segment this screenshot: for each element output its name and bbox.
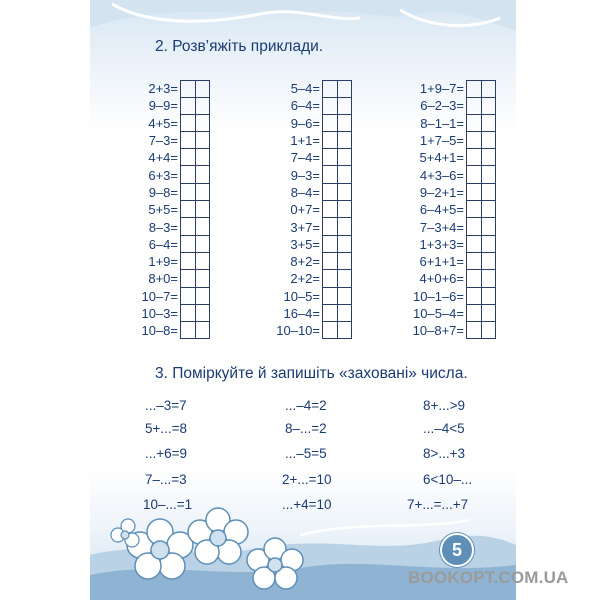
- answer-cells: [322, 166, 352, 183]
- exercise-row: [398, 184, 496, 201]
- answer-cell[interactable]: [322, 166, 338, 183]
- exercise-expression: 4+4=: [148, 150, 178, 166]
- answer-cell[interactable]: [180, 305, 196, 322]
- answer-cell[interactable]: [322, 201, 338, 218]
- answer-cell[interactable]: [322, 253, 338, 270]
- answer-cell[interactable]: [322, 236, 338, 253]
- answer-cells: [180, 253, 210, 270]
- exercise-row: [398, 218, 496, 235]
- answer-cells: [466, 201, 496, 218]
- answer-cells: [466, 149, 496, 166]
- exercise-expression: 4+3–6=: [419, 167, 464, 183]
- answer-cell[interactable]: [322, 270, 338, 287]
- answer-cell[interactable]: [180, 149, 196, 166]
- exercise-expression: 7–4=: [290, 150, 320, 166]
- exercise-expression: 4+5=: [148, 115, 178, 131]
- exercise-row: [268, 166, 352, 183]
- exercise-expression: 4+0+6=: [419, 271, 464, 287]
- answer-cell[interactable]: [322, 97, 338, 114]
- answer-cell[interactable]: [482, 97, 497, 114]
- answer-cells: [180, 149, 210, 166]
- answer-cell[interactable]: [322, 288, 338, 305]
- answer-cells: [180, 97, 210, 114]
- answer-cell[interactable]: [322, 322, 338, 339]
- answer-cell[interactable]: [482, 253, 497, 270]
- exercise-expression: 6+3=: [148, 167, 178, 183]
- answer-cell[interactable]: [482, 322, 497, 339]
- exercise-row: [268, 270, 352, 287]
- answer-cell[interactable]: [338, 253, 353, 270]
- answer-cells: [466, 288, 496, 305]
- answer-cell[interactable]: [196, 97, 211, 114]
- exercise-row: [268, 288, 352, 305]
- exercise-row: [398, 132, 496, 149]
- answer-cell[interactable]: [466, 201, 482, 218]
- exercise-expression: 5+4+1=: [419, 150, 464, 166]
- answer-cell[interactable]: [466, 236, 482, 253]
- task3-item: 6<10–...: [423, 472, 473, 487]
- exercise-expression: 9–6=: [290, 115, 320, 131]
- answer-cell[interactable]: [196, 115, 211, 132]
- exercise-expression: 10–1–6=: [413, 288, 464, 304]
- task3-item: 8–...=2: [285, 421, 327, 436]
- exercise-expression: 3+7=: [290, 219, 320, 235]
- exercise-expression: 1+9=: [148, 254, 178, 270]
- answer-cell[interactable]: [482, 80, 497, 98]
- exercise-row: [132, 97, 210, 114]
- answer-cell[interactable]: [338, 218, 353, 235]
- exercise-expression: 1+9–7=: [419, 81, 464, 97]
- exercise-row: [268, 253, 352, 270]
- answer-cells: [322, 253, 352, 270]
- exercise-row: [132, 270, 210, 287]
- task3-item: ...–3=7: [145, 398, 187, 413]
- exercise-expression: 9–9=: [148, 98, 178, 114]
- answer-cell[interactable]: [196, 236, 211, 253]
- exercise-expression: 7–3+4=: [419, 219, 464, 235]
- answer-cell[interactable]: [196, 253, 211, 270]
- answer-cells: [466, 184, 496, 201]
- answer-cell[interactable]: [466, 270, 482, 287]
- answer-cells: [322, 97, 352, 114]
- answer-cell[interactable]: [482, 305, 497, 322]
- task3-item: 8>...+3: [423, 446, 466, 461]
- answer-cell[interactable]: [322, 115, 338, 132]
- exercise-row: [398, 201, 496, 218]
- answer-cell[interactable]: [322, 132, 338, 149]
- answer-cells: [322, 132, 352, 149]
- answer-cells: [322, 288, 352, 305]
- exercise-row: [398, 97, 496, 114]
- exercise-row: [132, 288, 210, 305]
- answer-cells: [180, 80, 210, 98]
- answer-cell[interactable]: [180, 253, 196, 270]
- answer-cells: [322, 322, 352, 339]
- task3-item: 8+...>9: [423, 398, 466, 413]
- exercise-row: [268, 97, 352, 114]
- flower-icon: [127, 519, 193, 579]
- answer-cell[interactable]: [196, 166, 211, 183]
- answer-cell[interactable]: [180, 184, 196, 201]
- exercise-row: [398, 305, 496, 322]
- exercise-expression: 10–7=: [141, 288, 178, 304]
- exercise-column-3: [398, 80, 496, 339]
- answer-cells: [180, 322, 210, 339]
- answer-cell[interactable]: [466, 149, 482, 166]
- answer-cells: [180, 184, 210, 201]
- answer-cell[interactable]: [466, 218, 482, 235]
- answer-cells: [322, 201, 352, 218]
- answer-cell[interactable]: [338, 270, 353, 287]
- answer-cells: [322, 305, 352, 322]
- exercise-row: [398, 115, 496, 132]
- exercise-expression: 10–10=: [276, 323, 320, 339]
- answer-cells: [322, 184, 352, 201]
- answer-cell[interactable]: [180, 97, 196, 114]
- answer-cell[interactable]: [466, 253, 482, 270]
- task3-item: 7–...=3: [145, 472, 187, 487]
- answer-cells: [322, 236, 352, 253]
- page-number-badge: 5: [440, 533, 474, 567]
- answer-cells: [322, 149, 352, 166]
- exercise-expression: 1+1=: [290, 133, 320, 149]
- answer-cells: [466, 218, 496, 235]
- answer-cell[interactable]: [482, 288, 497, 305]
- exercise-expression: 2+2=: [290, 271, 320, 287]
- answer-cell[interactable]: [338, 236, 353, 253]
- answer-cells: [180, 236, 210, 253]
- exercise-expression: 5–4=: [290, 81, 320, 97]
- answer-cells: [322, 270, 352, 287]
- exercise-expression: 10–5=: [283, 288, 320, 304]
- answer-cells: [466, 166, 496, 183]
- answer-cell[interactable]: [180, 236, 196, 253]
- answer-cells: [180, 166, 210, 183]
- exercise-expression: 7–3=: [148, 133, 178, 149]
- answer-cell[interactable]: [482, 166, 497, 183]
- answer-cell[interactable]: [466, 166, 482, 183]
- answer-cell[interactable]: [338, 305, 353, 322]
- answer-cell[interactable]: [466, 184, 482, 201]
- answer-cell[interactable]: [466, 80, 482, 98]
- answer-cells: [322, 218, 352, 235]
- exercise-expression: 10–5–4=: [413, 306, 464, 321]
- answer-cell[interactable]: [180, 270, 196, 287]
- answer-cell[interactable]: [180, 288, 196, 305]
- exercise-row: [398, 236, 496, 253]
- exercise-row: [268, 218, 352, 235]
- answer-cell[interactable]: [338, 322, 353, 339]
- exercise-row: [268, 305, 352, 322]
- exercise-expression: 6+1+1=: [419, 254, 464, 270]
- exercise-expression: 1+7–5=: [419, 133, 464, 149]
- answer-cell[interactable]: [482, 218, 497, 235]
- answer-cell[interactable]: [322, 80, 338, 98]
- exercise-expression: 2+3=: [148, 81, 178, 97]
- exercise-row: [268, 80, 352, 97]
- answer-cell[interactable]: [466, 97, 482, 114]
- exercise-row: [398, 322, 496, 339]
- answer-cell[interactable]: [338, 201, 353, 218]
- task3-item: 5+...=8: [145, 421, 188, 436]
- answer-cell[interactable]: [322, 218, 338, 235]
- answer-cell[interactable]: [466, 288, 482, 305]
- answer-cell[interactable]: [482, 236, 497, 253]
- answer-cell[interactable]: [466, 322, 482, 339]
- answer-cell[interactable]: [180, 322, 196, 339]
- answer-cells: [180, 270, 210, 287]
- task3-item: ...+4=10: [282, 497, 332, 512]
- exercise-row: [132, 184, 210, 201]
- answer-cell[interactable]: [482, 149, 497, 166]
- exercise-row: [132, 132, 210, 149]
- answer-cell[interactable]: [338, 115, 353, 132]
- answer-cells: [466, 80, 496, 98]
- exercise-row: [132, 322, 210, 339]
- exercise-row: [398, 80, 496, 97]
- answer-cell[interactable]: [180, 80, 196, 98]
- answer-cells: [180, 218, 210, 235]
- task2-title: 2. Розв’яжіть приклади.: [155, 38, 324, 55]
- task3-item: 10–...=1: [143, 497, 193, 512]
- exercise-row: [132, 166, 210, 183]
- exercise-expression: 10–8=: [141, 323, 178, 339]
- exercise-expression: 9–8=: [148, 184, 178, 200]
- exercise-row: [268, 149, 352, 166]
- answer-cells: [466, 305, 496, 322]
- answer-cell[interactable]: [482, 201, 497, 218]
- exercise-row: [268, 322, 352, 339]
- answer-cell[interactable]: [338, 166, 353, 183]
- exercise-row: [268, 115, 352, 132]
- answer-cells: [466, 115, 496, 132]
- answer-cell[interactable]: [196, 322, 211, 339]
- answer-cell[interactable]: [322, 184, 338, 201]
- answer-cells: [180, 288, 210, 305]
- exercise-row: [132, 253, 210, 270]
- exercise-expression: 8+2=: [290, 254, 320, 270]
- answer-cell[interactable]: [482, 270, 497, 287]
- exercise-row: [398, 149, 496, 166]
- answer-cell[interactable]: [196, 288, 211, 305]
- exercise-row: [132, 149, 210, 166]
- answer-cell[interactable]: [196, 270, 211, 287]
- answer-cells: [322, 115, 352, 132]
- answer-cell[interactable]: [180, 115, 196, 132]
- answer-cells: [466, 270, 496, 287]
- answer-cell[interactable]: [196, 305, 211, 322]
- exercise-row: [268, 201, 352, 218]
- exercise-row: [132, 80, 210, 97]
- watermark-text: BOOKOPT.COM.UA: [408, 568, 569, 587]
- answer-cells: [180, 201, 210, 218]
- exercise-row: [132, 201, 210, 218]
- answer-cells: [180, 132, 210, 149]
- answer-cell[interactable]: [338, 80, 353, 98]
- answer-cell[interactable]: [322, 149, 338, 166]
- exercise-row: [268, 184, 352, 201]
- exercise-row: [132, 236, 210, 253]
- exercise-expression: 0+7=: [290, 202, 320, 218]
- exercise-row: [132, 218, 210, 235]
- answer-cell[interactable]: [180, 132, 196, 149]
- answer-cell[interactable]: [466, 305, 482, 322]
- answer-cells: [466, 322, 496, 339]
- exercise-expression: 6–4=: [148, 236, 178, 252]
- exercise-row: [268, 236, 352, 253]
- task3-item: ...–4<5: [423, 421, 465, 436]
- exercise-expression: 9–3=: [290, 167, 320, 183]
- exercise-expression: 5+5=: [148, 202, 178, 218]
- answer-cells: [180, 115, 210, 132]
- exercise-column-1: [132, 80, 210, 339]
- exercise-row: [132, 305, 210, 322]
- answer-cell[interactable]: [466, 115, 482, 132]
- answer-cell[interactable]: [482, 115, 497, 132]
- exercise-expression: 3+5=: [290, 236, 320, 252]
- exercise-expression: 6–4=: [290, 98, 320, 114]
- answer-cell[interactable]: [482, 132, 497, 149]
- answer-cell[interactable]: [338, 184, 353, 201]
- answer-cell[interactable]: [196, 184, 211, 201]
- answer-cell[interactable]: [482, 184, 497, 201]
- answer-cell[interactable]: [338, 149, 353, 166]
- answer-cell[interactable]: [196, 132, 211, 149]
- exercise-row: [398, 270, 496, 287]
- exercise-expression: 8–1–1=: [420, 115, 464, 131]
- answer-cells: [322, 80, 352, 98]
- answer-cells: [466, 97, 496, 114]
- exercise-row: [132, 115, 210, 132]
- answer-cell[interactable]: [196, 218, 211, 235]
- task3-item: 2+...=10: [282, 472, 332, 487]
- exercise-expression: 10–3=: [141, 306, 178, 321]
- exercise-row: [398, 166, 496, 183]
- exercise-expression: 8–4=: [290, 184, 320, 200]
- exercise-expression: 9–2+1=: [419, 184, 464, 200]
- task3-title: 3. Поміркуйте й запишіть «заховані» числа.: [155, 365, 468, 382]
- answer-cells: [466, 236, 496, 253]
- answer-cells: [466, 253, 496, 270]
- answer-cell[interactable]: [338, 97, 353, 114]
- task3-item: 7+...=...+7: [407, 497, 469, 512]
- answer-cell[interactable]: [196, 201, 211, 218]
- exercise-expression: 8–3=: [148, 219, 178, 235]
- task3-item: ...–5=5: [285, 446, 327, 461]
- answer-cell[interactable]: [196, 149, 211, 166]
- answer-cell[interactable]: [180, 166, 196, 183]
- exercise-expression: 6–2–3=: [420, 98, 464, 114]
- task3-item: ...–4=2: [285, 398, 327, 413]
- answer-cell[interactable]: [338, 288, 353, 305]
- answer-cell[interactable]: [466, 132, 482, 149]
- exercise-expression: 10–8+7=: [412, 323, 464, 339]
- exercise-expression: 16–4=: [283, 306, 320, 321]
- exercise-row: [268, 132, 352, 149]
- task3-item: ...+6=9: [145, 446, 188, 461]
- exercise-column-2: [268, 80, 352, 339]
- answer-cell[interactable]: [180, 201, 196, 218]
- answer-cells: [180, 305, 210, 322]
- exercise-row: [398, 288, 496, 305]
- exercise-expression: 6–4+5=: [419, 202, 464, 218]
- exercise-expression: 8+0=: [148, 271, 178, 287]
- exercise-row: [398, 253, 496, 270]
- answer-cell[interactable]: [322, 305, 338, 322]
- exercise-expression: 1+3+3=: [419, 236, 464, 252]
- answer-cells: [466, 132, 496, 149]
- answer-cell[interactable]: [338, 132, 353, 149]
- answer-cell[interactable]: [180, 218, 196, 235]
- answer-cell[interactable]: [196, 80, 211, 98]
